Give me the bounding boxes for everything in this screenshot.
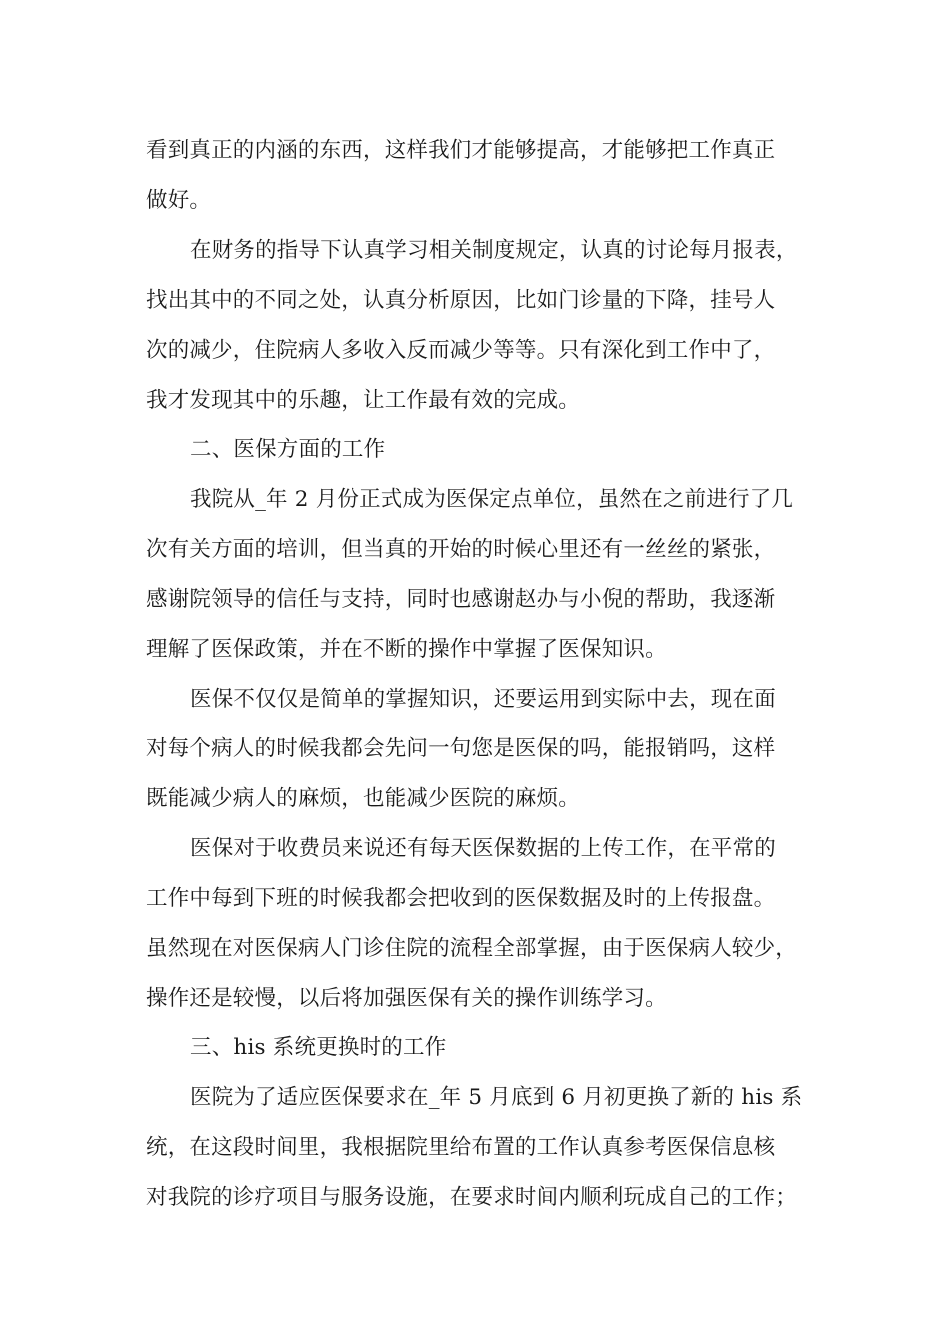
text-line: 操作还是较慢，以后将加强医保有关的操作训练学习。 xyxy=(146,986,667,1011)
paragraph-start-line: 我院从_年 2 月份正式成为医保定点单位，虽然在之前进行了几 xyxy=(190,487,794,512)
text-line: 理解了医保政策，并在不断的操作中掌握了医保知识。 xyxy=(146,637,667,662)
text-line: 对我院的诊疗项目与服务设施，在要求时间内顺利玩成自己的工作； xyxy=(146,1185,798,1210)
text-line: 既能减少病人的麻烦，也能减少医院的麻烦。 xyxy=(146,786,581,811)
section-heading: 二、医保方面的工作 xyxy=(190,437,386,462)
text-line: 做好。 xyxy=(146,188,212,213)
paragraph-start-line: 医保对于收费员来说还有每天医保数据的上传工作，在平常的 xyxy=(190,836,776,861)
text-line: 工作中每到下班的时候我都会把收到的医保数据及时的上传报盘。 xyxy=(146,886,776,911)
text-line: 次有关方面的培训，但当真的开始的时候心里还有一丝丝的紧张， xyxy=(146,537,776,562)
text-line: 次的减少，住院病人多收入反而减少等等。只有深化到工作中了， xyxy=(146,338,776,363)
text-line: 感谢院领导的信任与支持，同时也感谢赵办与小倪的帮助，我逐渐 xyxy=(146,587,776,612)
paragraph-start-line: 医院为了适应医保要求在_年 5 月底到 6 月初更换了新的 his 系 xyxy=(190,1085,803,1110)
section-heading: 三、his 系统更换时的工作 xyxy=(190,1035,447,1060)
text-line: 找出其中的不同之处，认真分析原因，比如门诊量的下降，挂号人 xyxy=(146,288,776,313)
text-line: 统，在这段时间里，我根据院里给布置的工作认真参考医保信息核 xyxy=(146,1135,776,1160)
paragraph-start-line: 医保不仅仅是简单的掌握知识，还要运用到实际中去，现在面 xyxy=(190,687,776,712)
paragraph-start-line: 在财务的指导下认真学习相关制度规定，认真的讨论每月报表， xyxy=(190,238,798,263)
text-line: 看到真正的内涵的东西，这样我们才能够提高，才能够把工作真正 xyxy=(146,138,776,163)
text-line: 对每个病人的时候我都会先问一句您是医保的吗，能报销吗，这样 xyxy=(146,736,776,761)
text-line: 虽然现在对医保病人门诊住院的流程全部掌握，由于医保病人较少， xyxy=(146,936,798,961)
text-line: 我才发现其中的乐趣，让工作最有效的完成。 xyxy=(146,388,581,413)
